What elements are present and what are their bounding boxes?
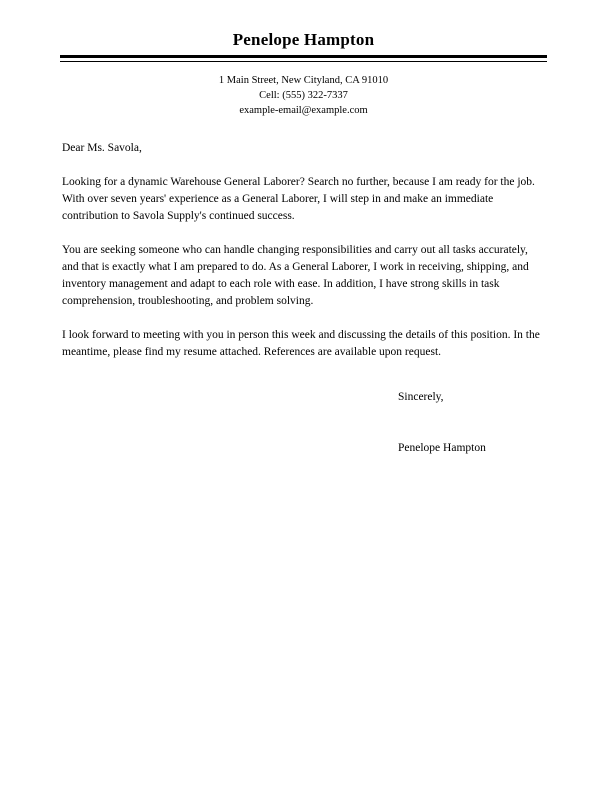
- closing-block: [398, 389, 547, 457]
- letter-author-name: Penelope Hampton: [232, 30, 375, 49]
- paragraph-1: Looking for a dynamic Warehouse General Laborer? Search no further, because I am ready for the job. With over seven years' experience as a General Laborer, I will step in and make an immediate contribution to Savola Supply's continued success.: [62, 176, 535, 222]
- contact-address: 1 Main Street, New Cityland, CA 91010: [218, 75, 389, 86]
- signature-name: Penelope Hampton: [398, 442, 486, 454]
- closing: Sincerely,: [398, 391, 444, 403]
- salutation: Dear Ms. Savola,: [62, 142, 142, 154]
- contact-block: [0, 73, 607, 118]
- header-divider-rule: [60, 55, 547, 62]
- paragraph-3: I look forward to meeting with you in person this week and discussing the details of this position. In the meantime, please find my resume attached. References are available upon request.: [62, 329, 540, 358]
- paragraph-2: You are seeking someone who can handle changing responsibilities and carry out all tasks accurately, and that is exactly what I am prepared to do. As a General Laborer, I work in receiving, shipping, and inventory management and adapt to each role with ease. In addition, I have strong skills in task comprehension, troubleshooting, and problem solving.: [62, 244, 529, 307]
- contact-email: example-email@example.com: [239, 105, 368, 116]
- contact-cell: Cell: (555) 322-7337: [259, 90, 348, 101]
- letter-body: [62, 140, 547, 457]
